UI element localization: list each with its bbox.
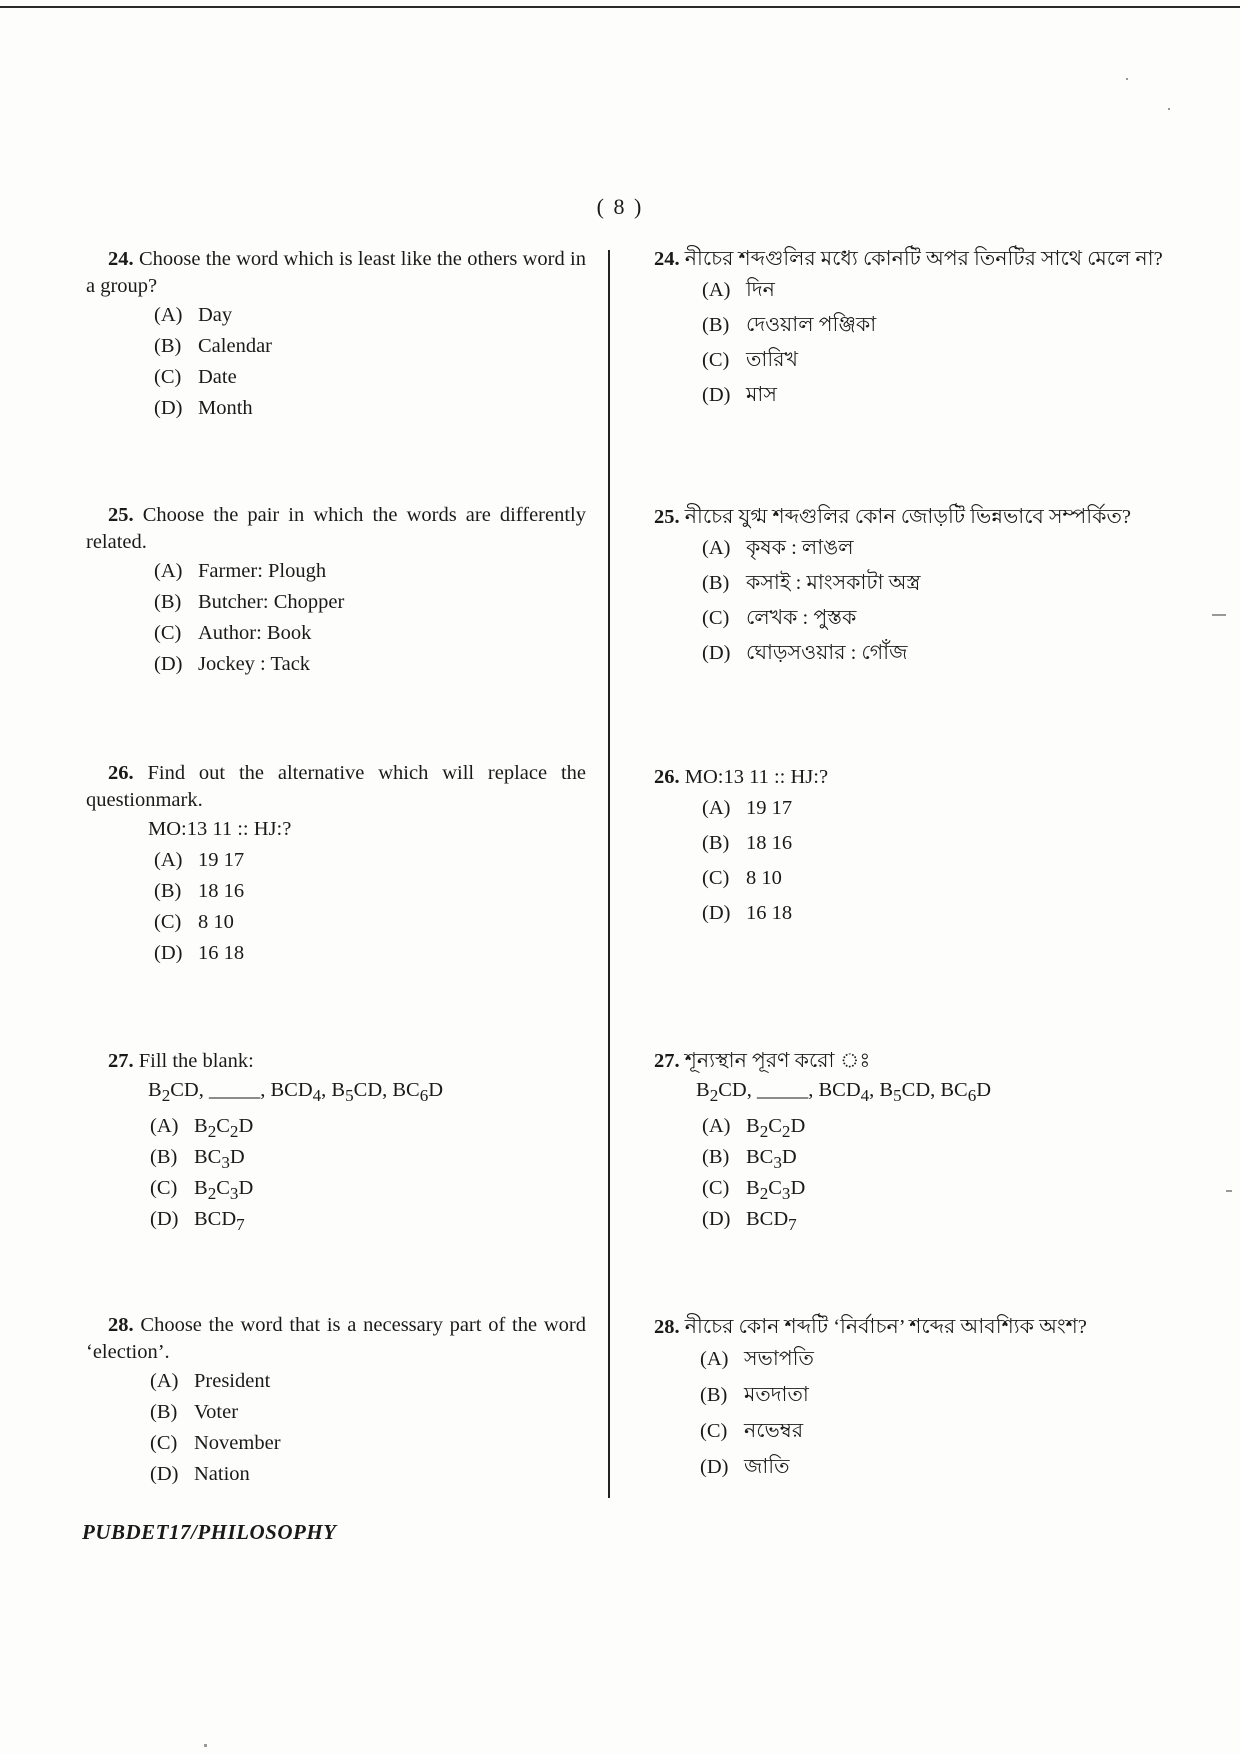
paper-code-footer: PUBDET17/PHILOSOPHY: [82, 1520, 337, 1544]
question-26-en: [86, 760, 586, 969]
option-c[interactable]: (C) Date: [154, 366, 237, 388]
option-b[interactable]: (B) কসাই : মাংসকাটা অস্ত্র: [702, 572, 921, 594]
options-list: [702, 531, 1174, 671]
option-b[interactable]: (B) 18 16: [154, 880, 245, 902]
question-stem: [654, 1048, 1174, 1075]
option-c[interactable]: (C) November: [150, 1432, 281, 1454]
option-d[interactable]: (D) Nation: [150, 1463, 250, 1485]
option-a[interactable]: (A) সভাপতি: [700, 1348, 814, 1370]
question-28-bn: [654, 1314, 1174, 1485]
question-26-bn: [654, 764, 1174, 931]
question-stem: [86, 1312, 586, 1366]
question-number: 26.: [654, 766, 680, 788]
options-list: [702, 791, 1174, 931]
series-expression: $B_2CD$, _____, $BCD_4$, $B_5CD$, $BC_6D$: [696, 1079, 992, 1106]
options-list: [700, 1341, 1174, 1485]
column-divider: [608, 250, 610, 1498]
option-a[interactable]: (A) কৃষক : লাঙল: [702, 537, 854, 559]
option-c[interactable]: (C) 8 10: [702, 867, 782, 889]
question-text: নীচের কোন শব্দটি ‘নির্বাচন’ শব্দের আবশ্যিক অংশ?: [684, 1316, 1087, 1338]
option-c[interactable]: (C) $B_2C_3D$: [150, 1177, 254, 1204]
question-27-bn: [654, 1048, 1174, 1235]
options-list: [702, 273, 1174, 413]
question-number: 25.: [654, 506, 680, 528]
question-text: Fill the blank:: [138, 1050, 254, 1072]
option-a[interactable]: (A) Day: [154, 304, 233, 326]
question-stem: [86, 246, 586, 300]
option-a[interactable]: (A) Farmer: Plough: [154, 560, 327, 582]
option-d[interactable]: (D) $BCD_7$: [702, 1208, 797, 1235]
analogy-expression: MO:13 11 :: HJ:?: [148, 818, 292, 840]
question-number: 24.: [654, 248, 680, 270]
question-25-bn: [654, 504, 1174, 671]
option-c[interactable]: (C) লেখক : পুস্তক: [702, 607, 857, 629]
options-list: [702, 1111, 1174, 1235]
option-b[interactable]: (B) Voter: [150, 1401, 239, 1423]
question-number: 25.: [108, 504, 134, 526]
question-stem: [86, 760, 586, 814]
scan-speck: [204, 1744, 207, 1747]
option-b[interactable]: (B) মতদাতা: [700, 1384, 809, 1406]
top-border-line: [0, 6, 1240, 8]
option-a[interactable]: (A) President: [150, 1370, 271, 1392]
question-stem: [654, 246, 1174, 273]
question-stem: [654, 764, 1174, 791]
question-number: 26.: [108, 762, 134, 784]
option-c[interactable]: (C) $B_2C_3D$: [702, 1177, 806, 1204]
option-b[interactable]: (B) 18 16: [702, 832, 793, 854]
question-text: Choose the pair in which the words are differently related.: [86, 504, 586, 553]
question-text: নীচের শব্দগুলির মধ্যে কোনটি অপর তিনটির সাথে মেলে না?: [684, 248, 1163, 270]
option-d[interactable]: (D) Jockey : Tack: [154, 653, 311, 675]
option-a[interactable]: (A) 19 17: [154, 849, 245, 871]
option-d[interactable]: (D) ঘোড়সওয়ার : গোঁজ: [702, 642, 908, 664]
question-stem: [654, 504, 1174, 531]
question-25-en: [86, 502, 586, 680]
option-a[interactable]: (A) $B_2C_2D$: [150, 1115, 254, 1142]
question-text: Choose the word that is a necessary part of the word ‘election’.: [86, 1314, 586, 1363]
option-c[interactable]: (C) তারিখ: [702, 349, 798, 371]
scan-speck: [1226, 1190, 1232, 1192]
question-text: Find out the alternative which will replace the questionmark.: [86, 762, 587, 811]
option-a[interactable]: (A) 19 17: [702, 797, 793, 819]
question-27-en: [86, 1048, 586, 1235]
option-b[interactable]: (B) $BC_3D$: [150, 1146, 245, 1173]
question-text: নীচের যুগ্ম শব্দগুলির কোন জোড়টি ভিন্নভাবে সম্পর্কিত?: [684, 506, 1131, 528]
option-a[interactable]: (A) $B_2C_2D$: [702, 1115, 806, 1142]
option-c[interactable]: (C) নভেম্বর: [700, 1420, 804, 1442]
option-b[interactable]: (B) দেওয়াল পঞ্জিকা: [702, 314, 877, 336]
option-b[interactable]: (B) Calendar: [154, 335, 272, 357]
series-expression: $B_2CD$, _____, $BCD_4$, $B_5CD$, $BC_6D$: [148, 1079, 444, 1106]
option-d[interactable]: (D) জাতি: [700, 1456, 790, 1478]
scan-speck: [1126, 78, 1128, 80]
question-28-en: [86, 1312, 586, 1490]
option-d[interactable]: (D) 16 18: [154, 942, 245, 964]
question-24-bn: [654, 246, 1174, 413]
option-b[interactable]: (B) Butcher: Chopper: [154, 591, 345, 613]
analogy-expression: MO:13 11 :: HJ:?: [684, 766, 829, 788]
option-a[interactable]: (A) দিন: [702, 279, 775, 301]
question-text: Choose the word which is least like the others word in a group?: [86, 248, 586, 297]
question-text: শূন্যস্থান পূরণ করো ঃ: [684, 1050, 871, 1072]
question-24-en: [86, 246, 586, 424]
option-c[interactable]: (C) 8 10: [154, 911, 234, 933]
page-number: ( 8 ): [596, 194, 644, 219]
scan-speck: [1168, 108, 1170, 110]
option-d[interactable]: (D) মাস: [702, 384, 777, 406]
options-list: [154, 300, 586, 424]
option-d[interactable]: (D) 16 18: [702, 902, 793, 924]
option-c[interactable]: (C) Author: Book: [154, 622, 312, 644]
option-d[interactable]: (D) Month: [154, 397, 253, 419]
question-number: 28.: [108, 1314, 134, 1336]
option-b[interactable]: (B) $BC_3D$: [702, 1146, 797, 1173]
question-number: 28.: [654, 1316, 680, 1338]
question-stem: [86, 1048, 586, 1075]
options-list: [150, 1366, 586, 1490]
options-list: [154, 556, 586, 680]
options-list: [150, 1111, 586, 1235]
question-number: 27.: [108, 1050, 134, 1072]
option-d[interactable]: (D) $BCD_7$: [150, 1208, 245, 1235]
options-list: [154, 845, 586, 969]
question-stem: [86, 502, 586, 556]
question-stem: [654, 1314, 1174, 1341]
question-number: 24.: [108, 248, 134, 270]
scan-speck: [1212, 614, 1226, 616]
question-number: 27.: [654, 1050, 680, 1072]
